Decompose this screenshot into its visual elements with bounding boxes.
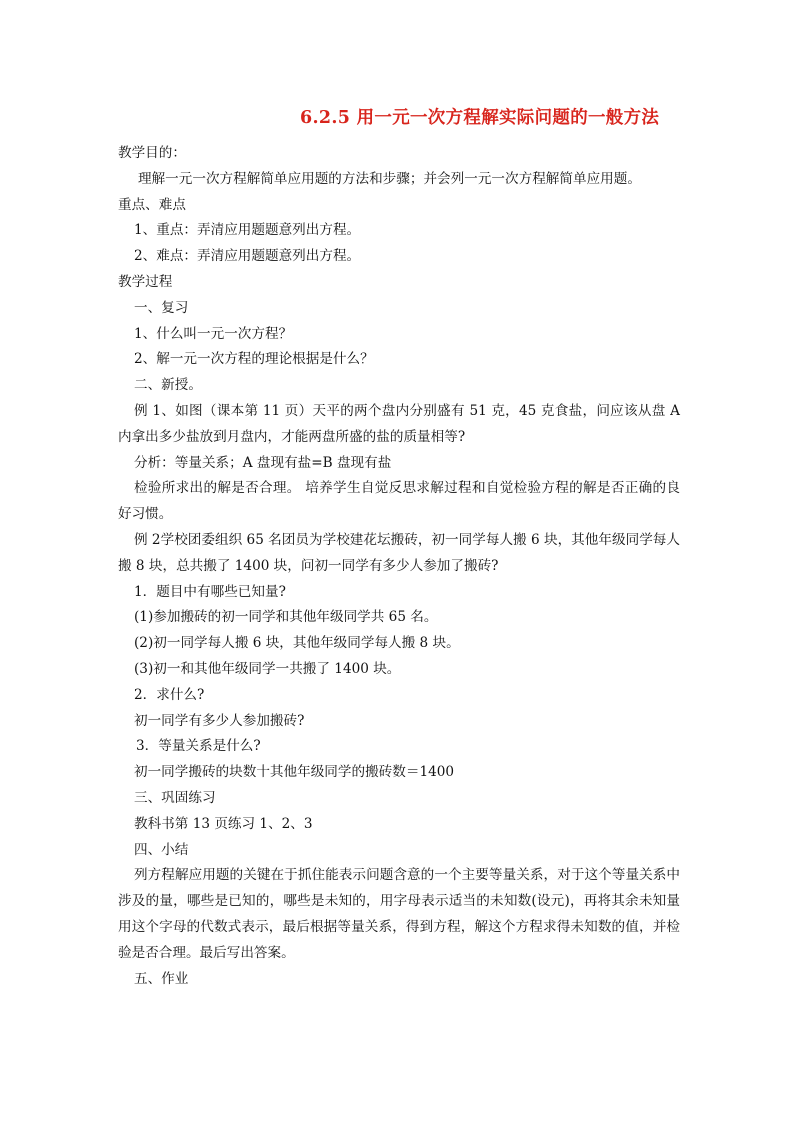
analysis-line: 分析：等量关系；A 盘现有盐=B 盘现有盐 [134, 454, 392, 471]
key-point-item: 1、重点：弄清应用题题意列出方程。 [134, 222, 361, 239]
review-question: 2、解一元一次方程的理论根据是什么？ [134, 351, 374, 368]
subsection-summary: 四、小结 [134, 841, 189, 858]
section-heading-key-points: 重点、难点 [118, 196, 186, 213]
review-question: 1、什么叫一元一次方程？ [134, 325, 293, 342]
answer-what-to-find: 初一同学有多少人参加搬砖? [134, 712, 305, 729]
equal-relation-text: 初一同学搬砖的块数十其他年级同学的搬砖数＝1400 [134, 764, 455, 781]
question-equal-relation: 3．等量关系是什么? [136, 738, 261, 755]
practice-text: 教科书第 13 页练习 1、2、3 [134, 815, 313, 832]
section-heading-objectives: 教学目的： [118, 145, 186, 161]
known-quantity-item: (2)初一同学每人搬 6 块，其他年级同学每人搬 8 块。 [134, 635, 460, 652]
question-known-quantities: 1．题目中有哪些已知量? [134, 583, 286, 600]
page-title: 6.2.5 用一元一次方程解实际问题的一般方法 [300, 108, 660, 128]
subsection-homework: 五、作业 [134, 970, 189, 987]
document-body [118, 141, 680, 992]
known-quantity-item: (3)初一和其他年级同学一共搬了 1400 块。 [134, 660, 401, 677]
subsection-review: 一、复习 [134, 299, 189, 316]
section-heading-process: 教学过程 [118, 273, 173, 290]
example-1-paragraph: 例 1、如图（课本第 11 页）天平的两个盘内分别盛有 51 克，45 克食盐，问应该从盘 A 内拿出多少盐放到月盘内，才能两盘所盛的盐的质量相等? [118, 402, 680, 445]
objective-text: 理解一元一次方程解简单应用题的方法和步骤；并会列一元一次方程解简单应用题。 [138, 170, 641, 187]
check-paragraph: 检验所求出的解是否合理。 培养学生自觉反思求解过程和自觉检验方程的解是否正确的良好习惯。 [118, 480, 680, 523]
example-2-paragraph: 例 2学校团委组织 65 名团员为学校建花坛搬砖，初一同学每人搬 6 块，其他年级同学每人搬 8 块，总共搬了 1400 块，问初一同学有多少人参加了搬砖? [118, 531, 680, 574]
subsection-new-lesson: 二、新授。 [134, 377, 202, 394]
question-what-to-find: 2．求什么? [134, 686, 205, 703]
summary-paragraph: 列方程解应用题的关键在于抓住能表示问题含意的一个主要等量关系，对于这个等量关系中涉及的量，哪些是已知的，哪些是未知的，用字母表示适当的未知数(设元)，再将其余未知量用这个字母的代数式表示，最后根据等量关系，得到方程，解这个方程求得未知数的值，并检验是否合理。最后写出答案。 [118, 867, 680, 961]
subsection-practice: 三、巩固练习 [134, 789, 216, 806]
known-quantity-item: (1)参加搬砖的初一同学和其他年级同学共 65 名。 [134, 609, 438, 626]
difficulty-item: 2、难点：弄清应用题题意列出方程。 [134, 248, 361, 265]
